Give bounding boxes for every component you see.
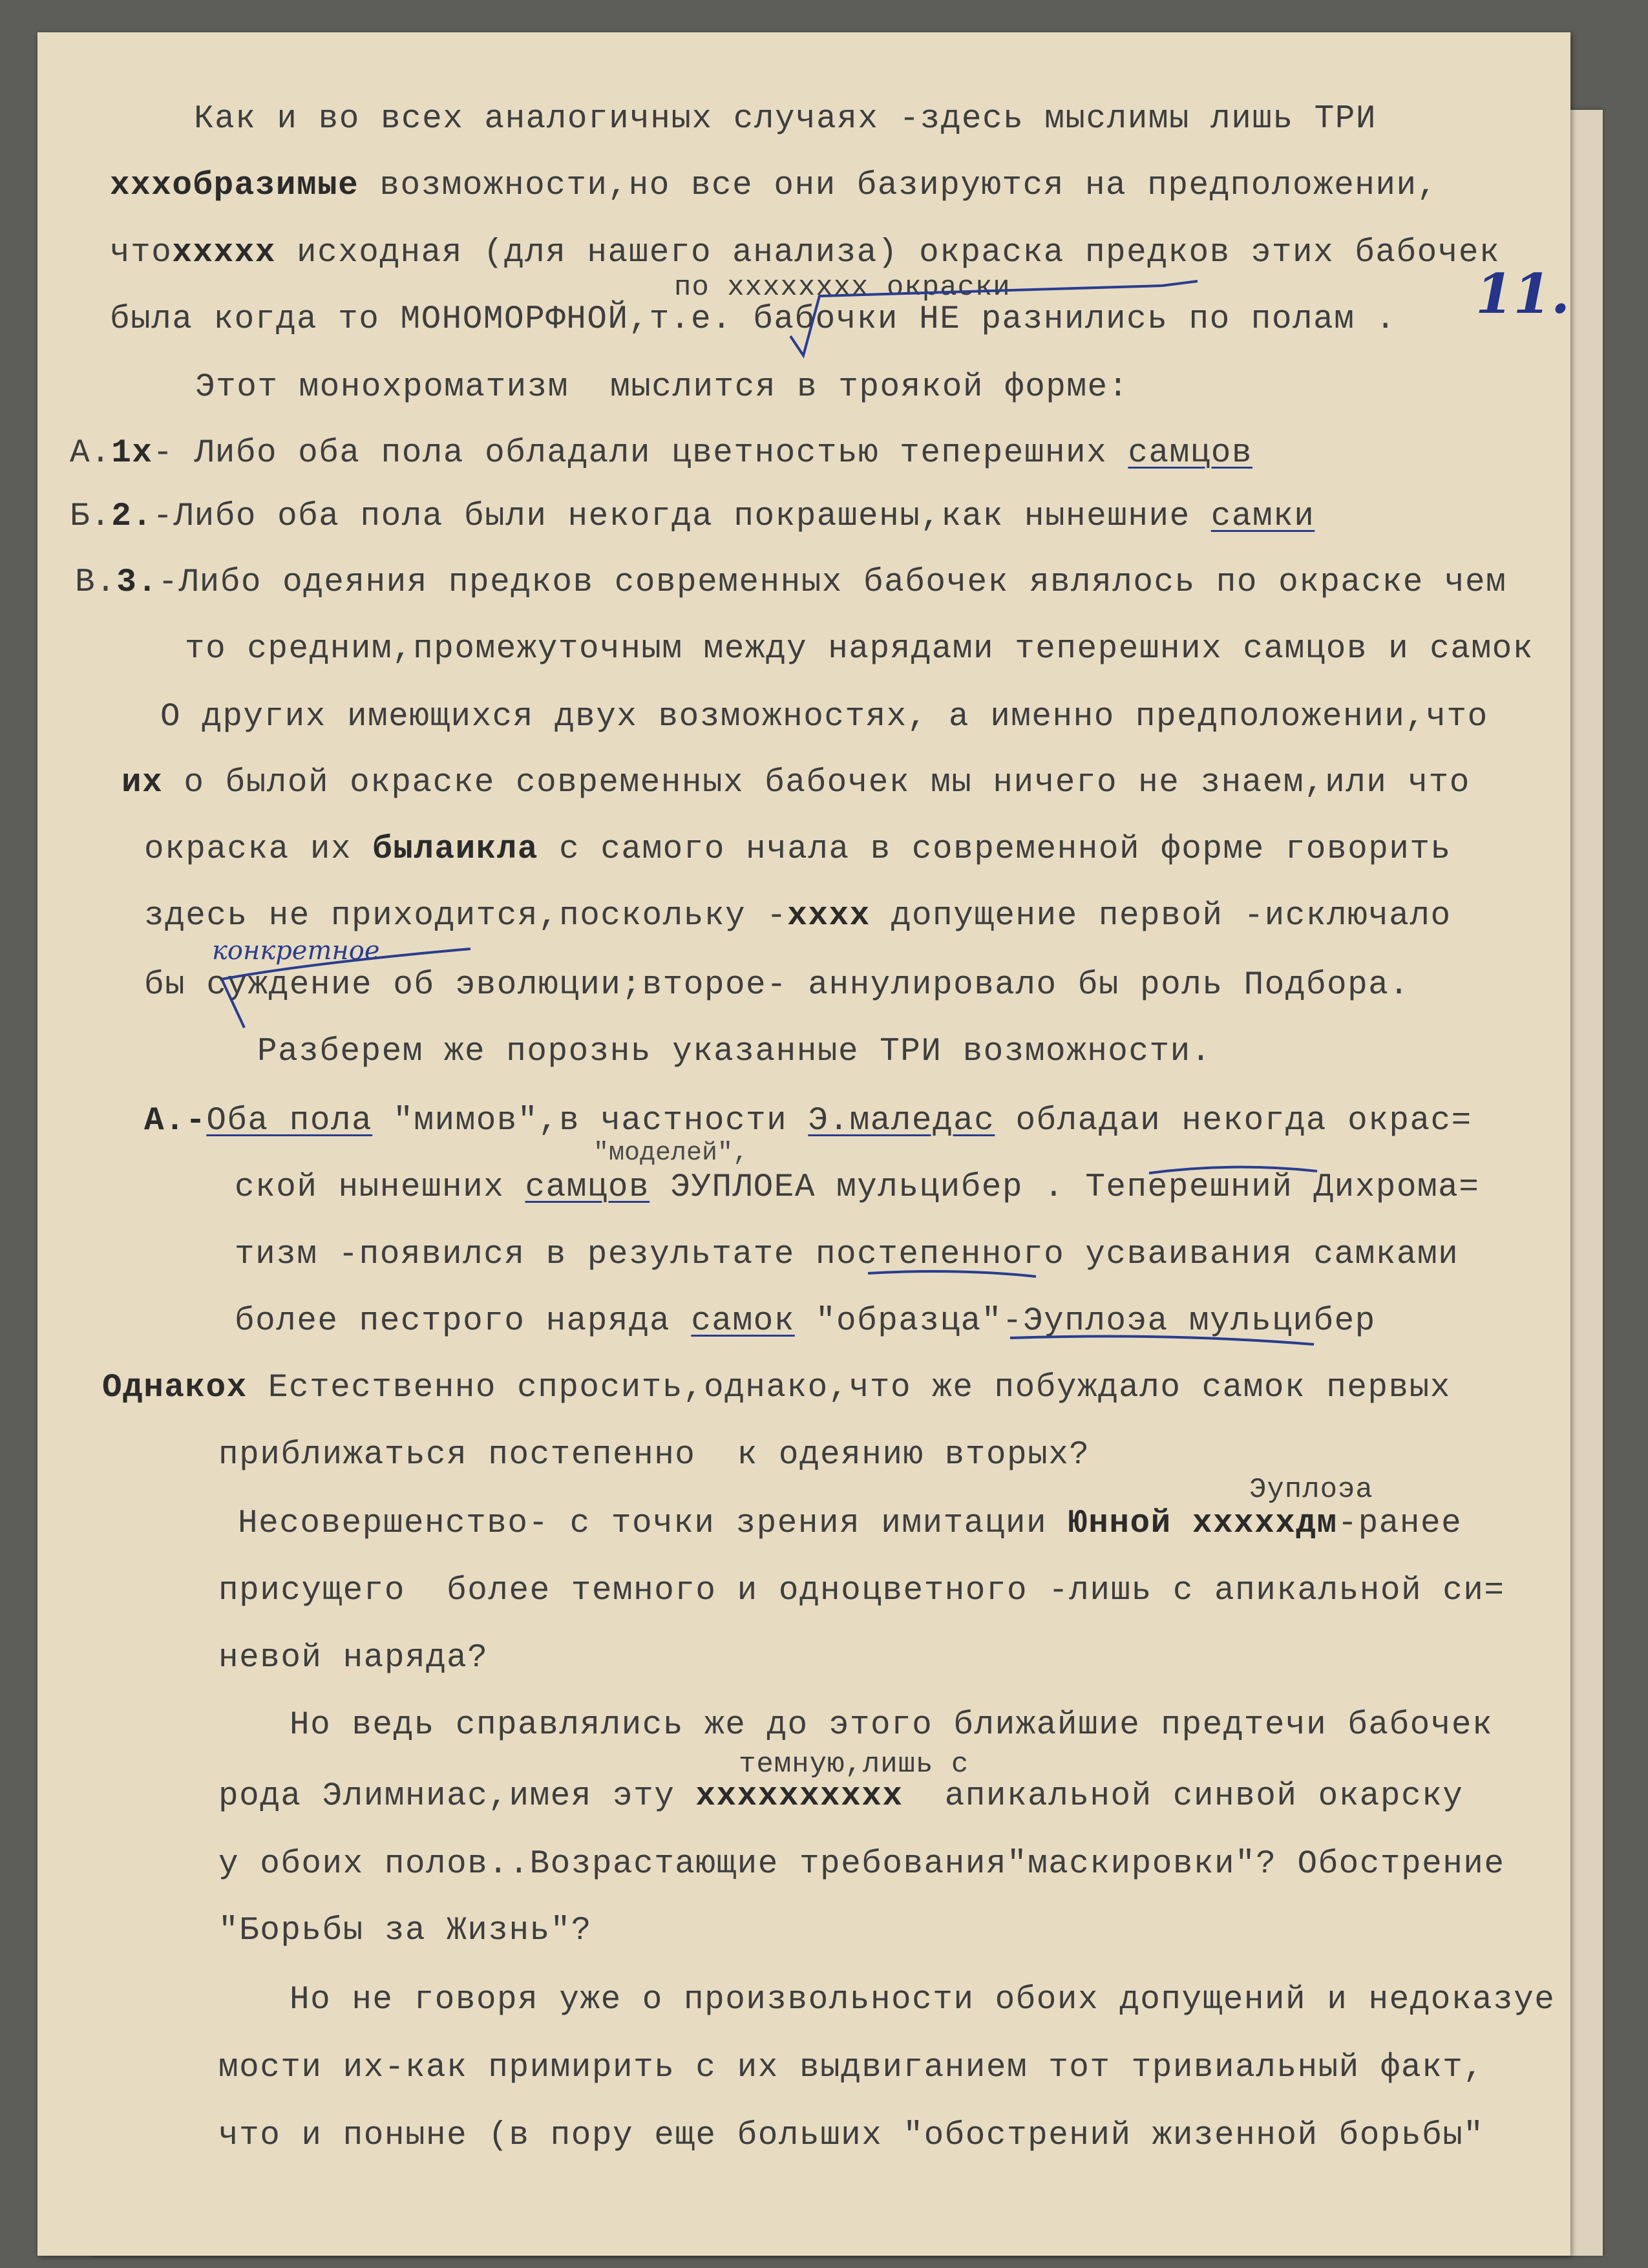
line-text: апикальной синвой окарску bbox=[903, 1778, 1464, 1815]
line-text: Несовершенство- с точки зрения имитации bbox=[238, 1505, 1068, 1542]
line-text: О других имеющихся двух возможностях, а именно предположении,что bbox=[160, 699, 1488, 736]
struck-text: былаикла bbox=[372, 831, 538, 868]
line-text: Как и во всех аналогичных случаях -здесь мыслимы лишь ТРИ bbox=[194, 101, 1377, 138]
line-text: мости их-как примирить с их выдвиганием тот тривиальный факт, bbox=[218, 2050, 1484, 2086]
handwritten-insertion: конкретное bbox=[212, 936, 380, 966]
line-text: здесь не приходится,поскольку - bbox=[144, 898, 788, 935]
struck-text: 3. bbox=[116, 564, 158, 601]
line-text: "Борьбы за Жизнь"? bbox=[218, 1913, 592, 1949]
line-text: была когда то МОНОМОРФНОЙ,т.е. бабочки НЕ разнились по полам . bbox=[110, 301, 1397, 338]
line-text: Но не говоря уже о произвольности обоих допущений и недоказуе bbox=[290, 1982, 1556, 2019]
insertion-caret-mark bbox=[790, 281, 1198, 355]
underlined-text: Э.маледас bbox=[808, 1103, 995, 1139]
typed-insertion: темную,лишь с bbox=[739, 1748, 969, 1781]
line-text: Этот монохроматизм мыслится в троякой форме: bbox=[195, 369, 1129, 406]
list-label: А. bbox=[70, 435, 112, 472]
line-text: Но ведь справлялись же до этого ближайшие предтечи бабочек bbox=[290, 1707, 1494, 1744]
line-text: окраска их bbox=[144, 831, 373, 868]
pen-marks bbox=[37, 32, 1570, 2256]
underlined-text: самцов bbox=[525, 1169, 650, 1206]
line-text: присущего более темного и одноцветного -лишь с апикальной си= bbox=[218, 1573, 1505, 1609]
underlined-text: самок bbox=[691, 1303, 795, 1340]
line-text: приближаться постепенно к одеянию вторых? bbox=[218, 1437, 1090, 1474]
line-text: "образца"-Эуплоэа мульцибер bbox=[794, 1303, 1376, 1340]
list-label: Б. bbox=[70, 498, 112, 535]
struck-text: 2. bbox=[111, 498, 153, 535]
list-label: В. bbox=[75, 564, 117, 601]
line-text: невой наряда? bbox=[218, 1640, 489, 1677]
line-text: "мимов",в частности bbox=[372, 1103, 808, 1139]
line-text: исходная (для нашего анализа) окраска предков этих бабочек bbox=[275, 235, 1501, 271]
line-text: бы суждение об эволюции;второе- аннулировало бы роль Подбора. bbox=[144, 967, 1410, 1004]
struck-text: их bbox=[121, 765, 164, 801]
typed-insertion: "моделей", bbox=[593, 1139, 749, 1168]
underlined-text: самки bbox=[1210, 498, 1315, 535]
line-text: - Либо оба пола обладали цветностью теперешних bbox=[153, 435, 1128, 472]
line-text: ЭУПЛОЕА мульцибер . Теперешний Дихрома= bbox=[650, 1169, 1480, 1206]
line-text: ской нынешних bbox=[235, 1169, 525, 1206]
line-text: Естественно спросить,однако,что же побуждало самок первых bbox=[247, 1370, 1451, 1406]
page-number: 11. bbox=[1475, 262, 1570, 326]
struck-text: 1х bbox=[111, 435, 153, 472]
line-text: обладаи некогда окрас= bbox=[995, 1103, 1472, 1139]
typed-insertion: по хххххххх окраски bbox=[674, 271, 1011, 304]
underlined-text: Оба пола bbox=[206, 1103, 373, 1139]
line-text: -Либо одеяния предков современных бабочек являлось по окраске чем bbox=[158, 564, 1507, 601]
document-page bbox=[37, 32, 1570, 2256]
line-text: что bbox=[110, 235, 173, 271]
line-text: рода Элимниас,имея эту bbox=[218, 1778, 696, 1815]
line-text: с самого нчала в современной форме говорить bbox=[538, 831, 1452, 868]
struck-text: ххххх bbox=[172, 235, 276, 271]
line-text: у обоих полов..Возрастающие требования"маскировки"? Обострение bbox=[218, 1846, 1505, 1883]
struck-text: хххххххххх bbox=[695, 1778, 903, 1815]
line-text: -ранее bbox=[1337, 1505, 1463, 1542]
struck-text: Юнной хххххдм bbox=[1068, 1505, 1338, 1542]
underline-mark bbox=[1149, 1167, 1317, 1173]
line-text: что и поныне (в пору еще больших "обострений жизенной борьбы" bbox=[218, 2117, 1484, 2154]
line-text: -Либо оба пола были некогда покрашены,как нынешние bbox=[153, 498, 1211, 535]
line-text: возможности,но все они базируются на предположении, bbox=[359, 167, 1438, 204]
line-text: то средним,промежуточным между нарядами теперешних самцов и самок bbox=[185, 631, 1534, 668]
typed-insertion: Эуплоэа bbox=[1249, 1474, 1373, 1506]
underline-mark bbox=[868, 1271, 1036, 1277]
line-text: о былой окраске современных бабочек мы ничего не знаем,или что bbox=[163, 765, 1470, 801]
line-text: более пестрого наряда bbox=[235, 1303, 692, 1340]
underlined-text: самцов bbox=[1128, 435, 1253, 472]
line-text: допущение первой -исключало bbox=[870, 898, 1452, 935]
list-label: А.- bbox=[144, 1103, 207, 1139]
line-text: тизм -появился в результате постепенного усваивания самками bbox=[235, 1236, 1459, 1273]
line-text: Разберем же порознь указанные ТРИ возможности. bbox=[257, 1033, 1212, 1070]
struck-text: хххобразимые bbox=[110, 167, 359, 204]
struck-text: Однакох bbox=[102, 1370, 248, 1406]
underline-mark bbox=[1010, 1337, 1314, 1344]
struck-text: хххх bbox=[787, 898, 871, 935]
insertion-caret-mark bbox=[222, 949, 470, 1028]
